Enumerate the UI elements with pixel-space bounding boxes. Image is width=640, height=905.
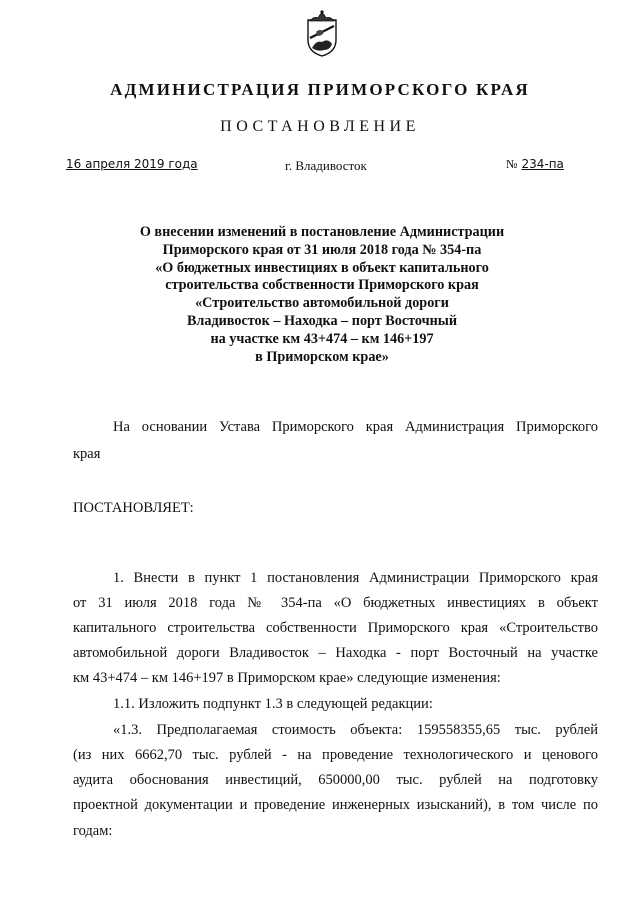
document-type: ПОСТАНОВЛЕНИЕ [220,118,420,135]
heading-line: «О бюджетных инвестициях в объект капитального [155,259,489,276]
document-number [506,157,582,172]
item1-line: от 31 июля 2018 года № 354-па «О бюджетных инвестициях в объект [73,595,598,611]
decree-word: ПОСТАНОВЛЯЕТ: [73,500,194,516]
item1-line: км 43+474 – км 146+197 в Приморском крае» следующие изменения: [73,670,501,686]
document-heading [96,224,548,366]
basis-line: На основании Устава Приморского края Администрация Приморского [113,419,598,435]
organization-title: АДМИНИСТРАЦИЯ ПРИМОРСКОГО КРАЯ [110,80,530,99]
number-label: № [506,157,518,171]
heading-line: на участке км 43+474 – км 146+197 [210,330,434,347]
item1-line: капитального строительства собственности Приморского края «Строительство [73,620,598,636]
number-value: 234-па [521,157,564,171]
heading-line: Приморского края от 31 июля 2018 года № 354-па [162,241,482,258]
heading-line: строительства собственности Приморского края [165,277,479,294]
item1-3-line: аудита обоснования инвестиций, 650000,00 тыс. рублей на подготовку [73,772,598,788]
basis-line: края [73,446,101,462]
item1-3-line: «1.3. Предполагаемая стоимость объекта: 159558355,65 тыс. рублей [113,722,598,738]
item1-3-line: (из них 6662,70 тыс. рублей - на проведение технологического и ценового [73,747,598,763]
item1-line: автомобильной дороги Владивосток – Находка - порт Восточный на участке [73,645,598,661]
heading-line: О внесении изменений в постановление Администрации [139,224,505,240]
document-date: 16 апреля 2019 года [66,157,198,171]
document-city: г. Владивосток [285,158,367,173]
item1-3-line: проектной документации и проведение инженерных изысканий), в том числе по [73,797,598,813]
item1-1-line: 1.1. Изложить подпункт 1.3 в следующей редакции: [113,696,433,712]
heading-line: «Строительство автомобильной дороги [195,295,449,312]
item1-line: 1. Внести в пункт 1 постановления Администрации Приморского края [113,570,598,586]
heading-line: Владивосток – Находка – порт Восточный [186,312,458,329]
coat-of-arms-icon [302,8,342,58]
item1-3-line: годам: [73,823,113,839]
heading-line: в Приморском крае» [255,348,389,365]
